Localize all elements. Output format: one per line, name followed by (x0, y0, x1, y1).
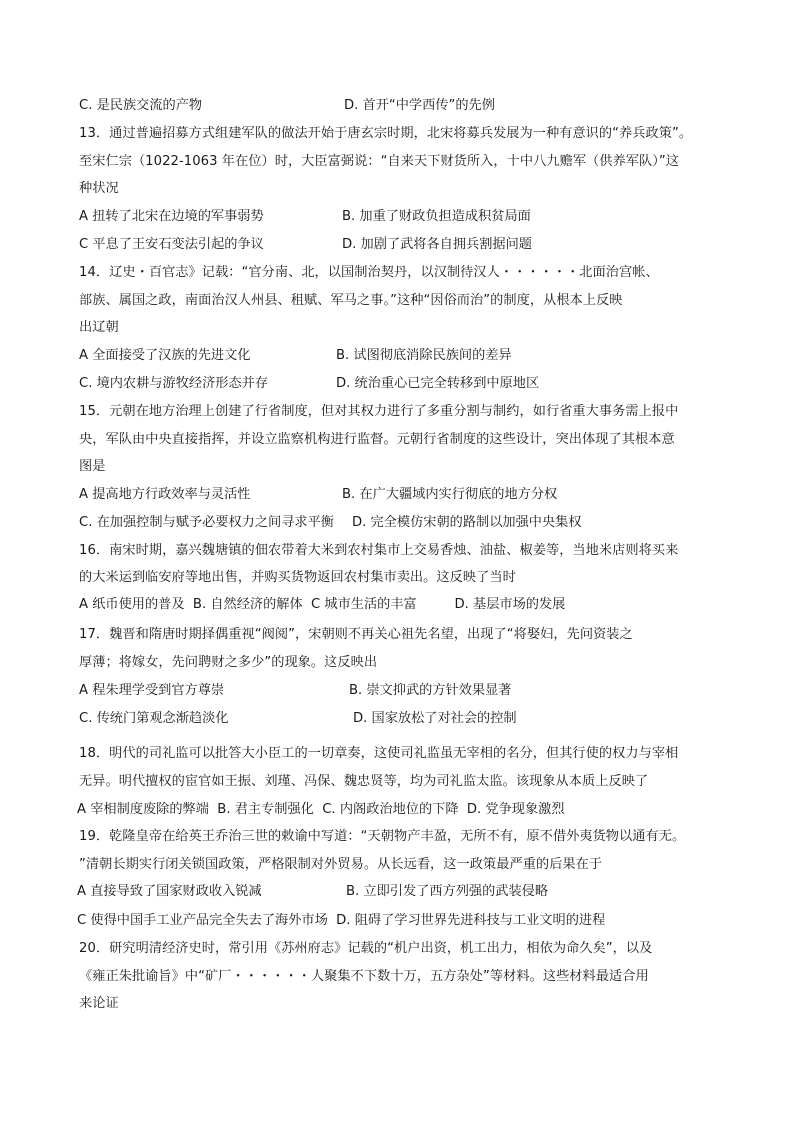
q20-stem-line1: 20．研究明清经济史时，常引用《苏州府志》记载的“机户出资，机工出力，相依为命久矣”，以及 (79, 941, 653, 956)
q14-option-d: D. 统治重心已完全转移到中原地区 (336, 376, 540, 391)
q17-option-c: C. 传统门第观念渐趋淡化 (79, 711, 229, 726)
q13-stem-line2: 至宋仁宗（1022-1063 年在位）时，大臣富弼说：“自来天下财货所入，十中八九赡军（供养军队）”这 (79, 154, 679, 169)
q15-stem-line1: 15．元朝在地方治理上创建了行省制度，但对其权力进行了多重分割与制约，如行省重大事务需上报中 (79, 404, 679, 419)
q14-stem-line2: 部族、属国之政，南面治汉人州县、租赋、军马之事。”这种“因俗而治”的制度，从根本上反映 (79, 293, 623, 308)
q17-stem-line1: 17．魏晋和隋唐时期择偶重视“阀阅”，宋朝则不再关心祖先名望，出现了“将娶妇，先问资装之 (79, 627, 633, 642)
q16-stem-line1: 16．南宋时期，嘉兴魏塘镇的佃农带着大米到农村集市上交易香烛、油盐、椒姜等，当地米店则将买来 (79, 543, 679, 558)
q17-option-a: A 程朱理学受到官方尊崇 (79, 683, 225, 698)
q19-option-b: B. 立即引发了西方列强的武装侵略 (346, 884, 549, 899)
q19-stem-line1: 19．乾隆皇帝在给英王乔治三世的敕谕中写道：“天朝物产丰盈，无所不有，原不借外夷货物以通有无。 (79, 829, 686, 844)
q17-option-b: B. 崇文抑武的方针效果显著 (349, 683, 512, 698)
q13-option-d: D. 加剧了武将各自拥兵割据问题 (342, 237, 532, 252)
q15-option-d: D. 完全模仿宋朝的路制以加强中央集权 (352, 515, 582, 530)
q19-stem-line2: ”清朝长期实行闭关锁国政策，严格限制对外贸易。从长远看，这一政策最严重的后果在于 (79, 857, 603, 872)
q18-stem-line2: 无异。明代擅权的宦官如王振、刘瑾、冯保、魏忠贤等，均为司礼监太监。该现象从本质上反映了 (79, 774, 649, 789)
q16-options: A 纸币使用的普及 B. 自然经济的解体 C 城市生活的丰富 D. 基层市场的发展 (79, 597, 566, 612)
q14-stem-line1: 14．辽史・百官志》记载：“官分南、北，以国制治契丹，以汉制待汉人・・・・・・北面治宫帐、 (79, 265, 659, 280)
q15-option-a: A 提高地方行政效率与灵活性 (79, 487, 251, 502)
q13-option-b: B. 加重了财政负担造成积贫局面 (342, 209, 531, 224)
q12-option-d: D. 首开“中学西传”的先例 (344, 98, 495, 113)
q20-stem-line2: 《雍正朱批谕旨》中“矿厂・・・・・・人聚集不下数十万，五方杂处”等材料。这些材料最适合用 (79, 969, 649, 984)
q13-option-a: A 扭转了北宋在边境的军事弱势 (79, 209, 264, 224)
q18-stem-line1: 18．明代的司礼监可以批答大小臣工的一切章奏，这使司礼监虽无宰相的名分，但其行使的权力与宰相 (79, 746, 679, 761)
q19-option-a: A 直接导致了国家财政收入锐减 (77, 884, 262, 899)
q13-option-c: C 平息了王安石变法引起的争议 (79, 237, 264, 252)
q20-stem-line3: 来论证 (79, 996, 119, 1011)
q14-option-b: B. 试图彻底消除民族间的差异 (336, 348, 512, 363)
q14-stem-line3: 出辽朝 (79, 320, 119, 335)
q15-option-c: C. 在加强控制与赋予必要权力之间寻求平衡 (79, 515, 334, 530)
q19-option-cd: C 使得中国手工业产品完全失去了海外市场 D. 阻碍了学习世界先进科技与工业文明的进程 (77, 913, 606, 928)
q18-options: A 宰相制度废除的弊端 B. 君主专制强化 C. 内阁政治地位的下降 D. 党争现象激烈 (77, 802, 565, 817)
q13-stem-line3: 种状况 (79, 181, 119, 196)
q12-option-c: C. 是民族交流的产物 (79, 98, 203, 113)
q15-stem-line2: 央，军队由中央直接指挥，并设立监察机构进行监督。元朝行省制度的这些设计，突出体现了其根本意 (79, 432, 675, 447)
q17-option-d: D. 国家放松了对社会的控制 (353, 711, 517, 726)
q14-option-a: A 全面接受了汉族的先进文化 (79, 348, 251, 363)
q17-stem-line2: 厚薄；将嫁女，先问聘财之多少”的现象。这反映出 (79, 655, 378, 670)
q13-stem-line1: 13．通过普遍招募方式组建军队的做法开始于唐玄宗时期，北宋将募兵发展为一种有意识的“养兵政策”。 (79, 126, 693, 141)
q15-option-b: B. 在广大疆域内实行彻底的地方分权 (342, 487, 558, 502)
q16-stem-line2: 的大米运到临安府等地出售，并购买货物返回农村集市卖出。这反映了当时 (79, 570, 516, 585)
q14-option-c: C. 境内农耕与游牧经济形态并存 (79, 376, 269, 391)
q15-stem-line3: 图是 (79, 459, 106, 474)
